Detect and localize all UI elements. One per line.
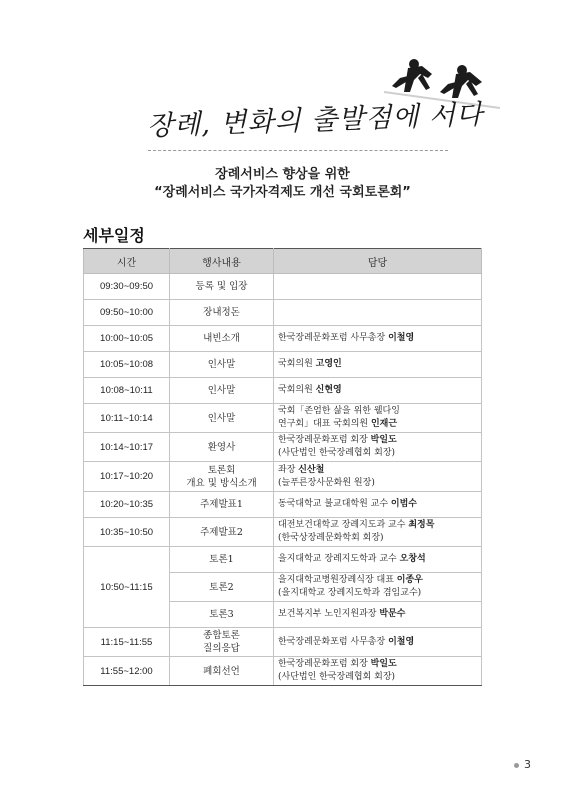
charge-role-text: 한국장례문화포럼 사무총장 <box>278 636 389 647</box>
event-cell <box>170 274 274 300</box>
event-text: 토론1 <box>209 554 234 565</box>
table-row <box>84 300 482 326</box>
event-text: 개요 및 방식소개 <box>186 477 257 489</box>
event-cell <box>170 404 274 433</box>
charge-person-name: 박일도 <box>370 659 397 669</box>
time-cell: 10:05~10:08 <box>84 352 170 378</box>
event-text: 주제발표2 <box>200 526 243 538</box>
charge-person-name: 신현영 <box>315 385 342 395</box>
charge-line <box>278 358 477 371</box>
table-row <box>84 378 482 404</box>
event-text: 주제발표1 <box>200 499 243 510</box>
time-cell: 10:50~11:15 <box>84 547 170 628</box>
time-cell: 10:17~10:20 <box>84 462 170 492</box>
charge-cell <box>274 378 482 404</box>
charge-person-name: 오창석 <box>399 554 426 564</box>
charge-person-name: 이철영 <box>388 333 415 343</box>
charge-cell <box>274 602 482 628</box>
table-row <box>84 326 482 352</box>
charge-line <box>278 498 477 511</box>
event-text: 인사말 <box>207 385 236 396</box>
charge-line <box>278 332 477 345</box>
charge-role-text: 동국대학교 불교대학원 교수 <box>278 499 391 509</box>
table-row <box>84 462 482 492</box>
event-cell <box>170 326 274 352</box>
schedule-table <box>83 248 482 686</box>
table-row <box>84 492 482 518</box>
charge-line <box>278 464 477 477</box>
banner-title: 장례, 변화의 출발점에 서다 <box>146 99 484 142</box>
time-cell: 10:35~10:50 <box>84 518 170 547</box>
table-row <box>84 518 482 547</box>
event-text: 인사말 <box>207 359 236 370</box>
charge-cell <box>274 547 482 573</box>
table-row <box>84 628 482 657</box>
charge-line <box>278 434 477 447</box>
charge-line <box>278 553 477 566</box>
page-number <box>514 758 531 771</box>
charge-line <box>278 636 477 649</box>
charge-person-name: 신산철 <box>298 464 325 475</box>
table-row <box>84 657 482 686</box>
charge-cell <box>274 326 482 352</box>
table-row <box>84 274 482 300</box>
event-text: 인사말 <box>207 412 236 424</box>
time-cell: 09:50~10:00 <box>84 300 170 326</box>
event-cell <box>170 602 274 628</box>
event-cell <box>170 628 274 657</box>
event-cell <box>170 547 274 573</box>
charge-cell <box>274 462 482 492</box>
charge-role-text: 대전보건대학교 장례지도과 교수 <box>278 520 409 530</box>
charge-line <box>278 405 477 418</box>
charge-cell <box>274 492 482 518</box>
event-text: 종합토론 <box>203 630 240 641</box>
event-text: 환영사 <box>207 441 236 453</box>
charge-cell <box>274 300 482 326</box>
charge-line <box>278 587 477 600</box>
column-header-time: 시간 <box>84 249 170 274</box>
time-cell: 11:15~11:55 <box>84 628 170 657</box>
charge-role-text: 보건복지부 노인지원과장 <box>278 609 380 619</box>
charge-line <box>278 447 477 460</box>
charge-cell <box>274 628 482 657</box>
charge-person-name: 이종우 <box>396 575 423 585</box>
table-row <box>84 433 482 462</box>
charge-line <box>278 384 477 397</box>
time-cell: 11:55~12:00 <box>84 657 170 686</box>
charge-person-name: 박일도 <box>370 435 397 445</box>
charge-person-name: 이철영 <box>388 636 415 647</box>
charge-cell <box>274 573 482 602</box>
charge-line <box>278 519 477 532</box>
charge-person-name: 인재근 <box>370 419 398 429</box>
charge-role-text: (늘푸른장사문화원 원장) <box>278 477 375 488</box>
event-text: 내빈소개 <box>203 333 240 344</box>
event-text: 장내정돈 <box>203 307 240 318</box>
event-cell <box>170 462 274 492</box>
charge-role-text: 한국장례문화포럼 회장 <box>278 659 371 669</box>
event-text: 등록 및 입장 <box>195 281 248 292</box>
event-cell <box>170 378 274 404</box>
table-header-row <box>84 249 482 274</box>
charge-role-text: 좌장 <box>278 464 299 475</box>
event-text: 토론3 <box>209 609 234 620</box>
charge-line <box>278 477 477 490</box>
charge-role-text: 국회의원 <box>278 385 316 395</box>
charge-role-text: (을지대학교 장례지도학과 겸임교수) <box>278 588 422 598</box>
event-text: 폐회선언 <box>203 665 240 677</box>
charge-cell <box>274 274 482 300</box>
charge-role-text: (한국상장례문화학회 회장) <box>278 533 384 543</box>
event-cell <box>170 352 274 378</box>
charge-role-text: (사단법인 한국장례협회 회장) <box>278 448 396 458</box>
charge-role-text: 한국장례문화포럼 사무총장 <box>278 333 389 343</box>
event-text: 토론회 <box>207 464 236 476</box>
title-divider <box>148 150 448 151</box>
charge-line <box>278 671 477 684</box>
charge-person-name: 박문수 <box>379 609 406 619</box>
event-cell <box>170 433 274 462</box>
charge-role-text: 을지대학교병원장례식장 대표 <box>278 575 397 585</box>
column-header-event: 행사내용 <box>170 249 274 274</box>
charge-line <box>278 418 477 431</box>
charge-cell <box>274 657 482 686</box>
charge-role-text: (사단법인 한국장례협회 회장) <box>278 672 396 682</box>
charge-person-name: 이범수 <box>390 499 418 509</box>
event-cell <box>170 573 274 602</box>
table-row <box>84 352 482 378</box>
charge-role-text: 국회「존엄한 삶을 위한 웰다잉 <box>278 406 400 416</box>
charge-cell <box>274 352 482 378</box>
bullet-icon <box>514 763 519 768</box>
charge-line <box>278 658 477 671</box>
event-text: 토론2 <box>209 581 234 593</box>
subtitle-line-1: 장례서비스 향상을 위한 <box>215 167 350 182</box>
time-cell: 10:20~10:35 <box>84 492 170 518</box>
event-cell <box>170 492 274 518</box>
event-cell <box>170 657 274 686</box>
time-cell: 10:14~10:17 <box>84 433 170 462</box>
page-number-text: 3 <box>524 758 531 771</box>
time-cell: 10:00~10:05 <box>84 326 170 352</box>
charge-line <box>278 608 477 621</box>
charge-role-text: 한국장례문화포럼 회장 <box>278 435 371 445</box>
charge-cell <box>274 404 482 433</box>
charge-role-text: 국회의원 <box>278 359 316 369</box>
event-cell <box>170 300 274 326</box>
time-cell: 09:30~09:50 <box>84 274 170 300</box>
event-cell <box>170 518 274 547</box>
charge-line <box>278 532 477 545</box>
charge-role-text: 연구회」대표 국회의원 <box>278 419 371 429</box>
charge-person-name: 고영인 <box>315 359 342 369</box>
section-title: 세부일정 <box>83 226 145 245</box>
charge-role-text: 을지대학교 장례지도학과 교수 <box>278 554 400 564</box>
charge-line <box>278 574 477 587</box>
event-text: 질의응답 <box>203 643 240 654</box>
column-header-charge: 담당 <box>274 249 482 274</box>
time-cell: 10:11~10:14 <box>84 404 170 433</box>
table-row <box>84 547 482 573</box>
charge-cell <box>274 433 482 462</box>
subtitle-line-2: “장례서비스 국가자격제도 개선 국회토론회” <box>154 185 411 200</box>
charge-person-name: 최정목 <box>408 520 435 530</box>
charge-cell <box>274 518 482 547</box>
time-cell: 10:08~10:11 <box>84 378 170 404</box>
table-row <box>84 404 482 433</box>
